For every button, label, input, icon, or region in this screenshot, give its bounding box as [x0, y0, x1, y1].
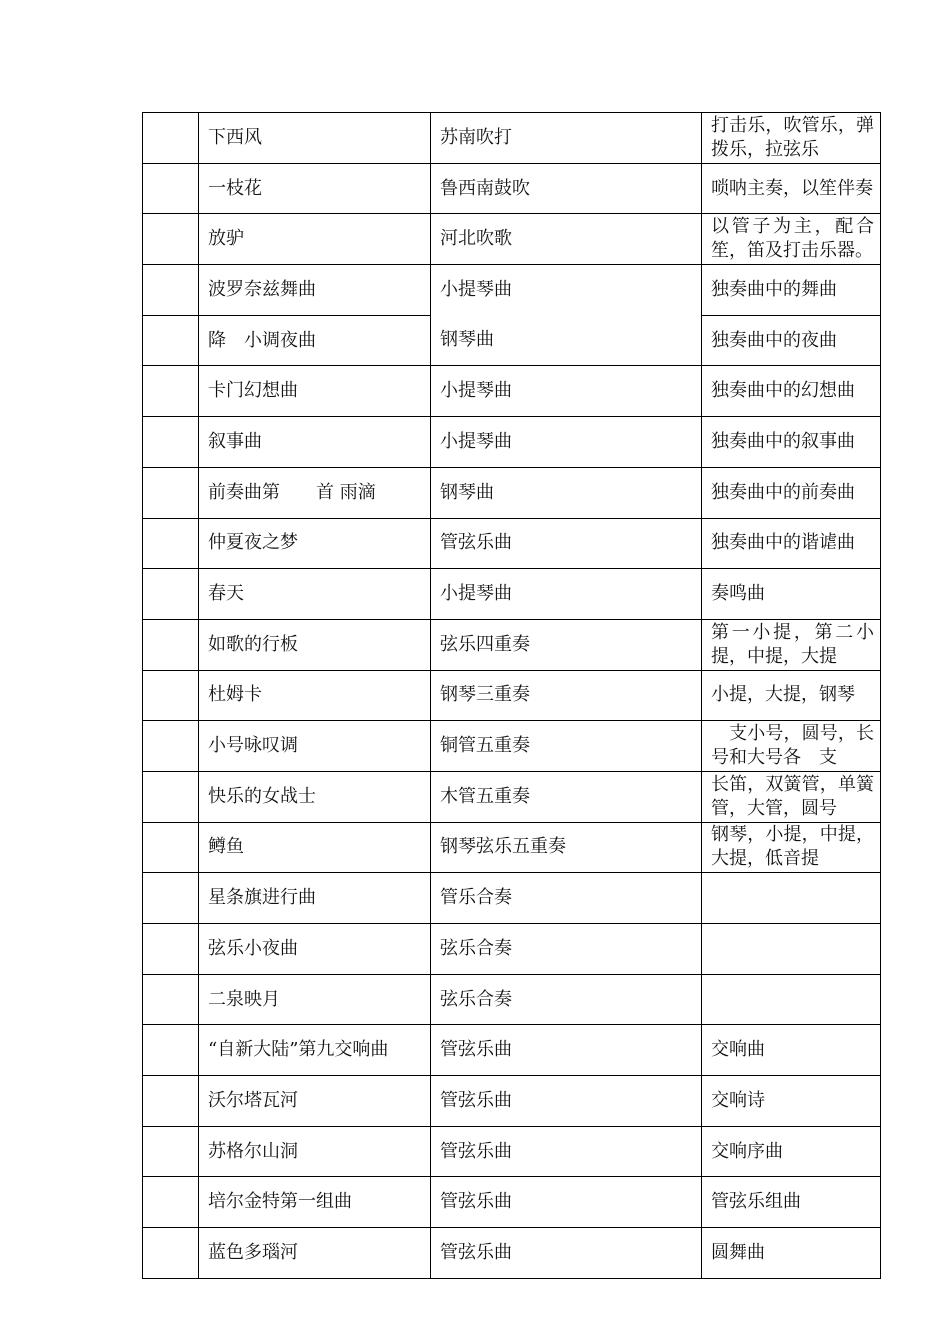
piece-title-cell: 鳟鱼: [199, 822, 431, 873]
index-cell: [143, 113, 199, 164]
genre-cell: 弦乐四重奏: [431, 619, 702, 670]
music-table-body: [143, 113, 881, 1279]
instrumentation-cell: [702, 924, 881, 975]
genre-cell: 小提琴曲: [431, 569, 702, 620]
instrumentation-cell: 管弦乐组曲: [702, 1177, 881, 1228]
index-cell: [143, 873, 199, 924]
index-cell: [143, 569, 199, 620]
piece-title-cell: 二泉映月: [199, 974, 431, 1025]
instrumentation-cell: 支小号，圆号，长号和大号各 支: [702, 721, 881, 772]
table-row: [143, 1228, 881, 1279]
piece-title-cell: 杜姆卡: [199, 670, 431, 721]
piece-title-cell: 如歌的行板: [199, 619, 431, 670]
genre-cell: 管弦乐曲: [431, 1228, 702, 1279]
table-row: [143, 113, 881, 164]
instrumentation-cell: 长笛，双簧管，单簧管，大管，圆号: [702, 771, 881, 822]
genre-cell: 管弦乐曲: [431, 1126, 702, 1177]
table-row: [143, 873, 881, 924]
index-cell: [143, 670, 199, 721]
index-cell: [143, 822, 199, 873]
instrumentation-cell: 交响序曲: [702, 1126, 881, 1177]
genre-cell: 弦乐合奏: [431, 974, 702, 1025]
index-cell: [143, 163, 199, 214]
genre-cell: 小提琴曲: [431, 265, 702, 316]
index-cell: [143, 467, 199, 518]
table-row: [143, 265, 881, 316]
table-row: [143, 518, 881, 569]
index-cell: [143, 518, 199, 569]
genre-cell: 管弦乐曲: [431, 518, 702, 569]
genre-cell: 钢琴三重奏: [431, 670, 702, 721]
instrumentation-cell: 第一小提，第二小提，中提，大提: [702, 619, 881, 670]
genre-cell: 管弦乐曲: [431, 1025, 702, 1076]
piece-title-cell: 沃尔塔瓦河: [199, 1076, 431, 1127]
instrumentation-cell: 独奏曲中的幻想曲: [702, 366, 881, 417]
index-cell: [143, 924, 199, 975]
index-cell: [143, 214, 199, 265]
genre-cell: 小提琴曲: [431, 417, 702, 468]
table-row: [143, 924, 881, 975]
instrumentation-cell: 圆舞曲: [702, 1228, 881, 1279]
piece-title-cell: 放驴: [199, 214, 431, 265]
table-row: [143, 822, 881, 873]
instrumentation-cell: 交响曲: [702, 1025, 881, 1076]
index-cell: [143, 619, 199, 670]
table-row: [143, 1025, 881, 1076]
music-table: [142, 112, 881, 1279]
genre-cell: 铜管五重奏: [431, 721, 702, 772]
table-row: [143, 1126, 881, 1177]
instrumentation-cell: 唢呐主奏，以笙伴奏: [702, 163, 881, 214]
table-row: [143, 670, 881, 721]
table-row: [143, 214, 881, 265]
index-cell: [143, 315, 199, 366]
instrumentation-cell: 钢琴，小提，中提，大提，低音提: [702, 822, 881, 873]
table-row: [143, 315, 881, 366]
piece-title-cell: 叙事曲: [199, 417, 431, 468]
piece-title-cell: 降 小调夜曲: [199, 315, 431, 366]
genre-cell: 钢琴曲: [431, 467, 702, 518]
piece-title-cell: 春天: [199, 569, 431, 620]
genre-cell: 钢琴弦乐五重奏: [431, 822, 702, 873]
instrumentation-cell: 小提，大提，钢琴: [702, 670, 881, 721]
genre-cell: 钢琴曲: [431, 315, 702, 366]
genre-cell: 木管五重奏: [431, 771, 702, 822]
table-row: [143, 417, 881, 468]
index-cell: [143, 1025, 199, 1076]
index-cell: [143, 366, 199, 417]
instrumentation-cell: [702, 873, 881, 924]
piece-title-cell: 卡门幻想曲: [199, 366, 431, 417]
table-row: [143, 1177, 881, 1228]
piece-title-cell: 培尔金特第一组曲: [199, 1177, 431, 1228]
instrumentation-cell: 独奏曲中的前奏曲: [702, 467, 881, 518]
instrumentation-cell: 独奏曲中的夜曲: [702, 315, 881, 366]
index-cell: [143, 1076, 199, 1127]
table-row: [143, 974, 881, 1025]
table-row: [143, 366, 881, 417]
piece-title-cell: 一枝花: [199, 163, 431, 214]
instrumentation-cell: [702, 974, 881, 1025]
genre-cell: 小提琴曲: [431, 366, 702, 417]
piece-title-cell: 波罗奈兹舞曲: [199, 265, 431, 316]
index-cell: [143, 417, 199, 468]
genre-cell: 管弦乐曲: [431, 1076, 702, 1127]
piece-title-cell: 蓝色多瑙河: [199, 1228, 431, 1279]
genre-cell: 苏南吹打: [431, 113, 702, 164]
index-cell: [143, 1228, 199, 1279]
genre-cell: 管乐合奏: [431, 873, 702, 924]
index-cell: [143, 771, 199, 822]
instrumentation-cell: 以管子为主，配合笙，笛及打击乐器。: [702, 214, 881, 265]
index-cell: [143, 1177, 199, 1228]
table-row: [143, 771, 881, 822]
table-row: [143, 467, 881, 518]
piece-title-cell: 仲夏夜之梦: [199, 518, 431, 569]
piece-title-cell: “自新大陆”第九交响曲: [199, 1025, 431, 1076]
table-row: [143, 1076, 881, 1127]
genre-cell: 鲁西南鼓吹: [431, 163, 702, 214]
table-row: [143, 569, 881, 620]
instrumentation-cell: 独奏曲中的谐谑曲: [702, 518, 881, 569]
instrumentation-cell: 奏鸣曲: [702, 569, 881, 620]
piece-title-cell: 小号咏叹调: [199, 721, 431, 772]
genre-cell: 管弦乐曲: [431, 1177, 702, 1228]
piece-title-cell: 弦乐小夜曲: [199, 924, 431, 975]
instrumentation-cell: 独奏曲中的舞曲: [702, 265, 881, 316]
index-cell: [143, 721, 199, 772]
piece-title-cell: 下西风: [199, 113, 431, 164]
index-cell: [143, 974, 199, 1025]
piece-title-cell: 苏格尔山洞: [199, 1126, 431, 1177]
table-row: [143, 163, 881, 214]
genre-cell: 弦乐合奏: [431, 924, 702, 975]
instrumentation-cell: 独奏曲中的叙事曲: [702, 417, 881, 468]
piece-title-cell: 快乐的女战士: [199, 771, 431, 822]
table-row: [143, 721, 881, 772]
instrumentation-cell: 交响诗: [702, 1076, 881, 1127]
piece-title-cell: 星条旗进行曲: [199, 873, 431, 924]
index-cell: [143, 1126, 199, 1177]
instrumentation-cell: 打击乐，吹管乐，弹拨乐，拉弦乐: [702, 113, 881, 164]
genre-cell: 河北吹歌: [431, 214, 702, 265]
index-cell: [143, 265, 199, 316]
table-row: [143, 619, 881, 670]
piece-title-cell: 前奏曲第 首 雨滴: [199, 467, 431, 518]
